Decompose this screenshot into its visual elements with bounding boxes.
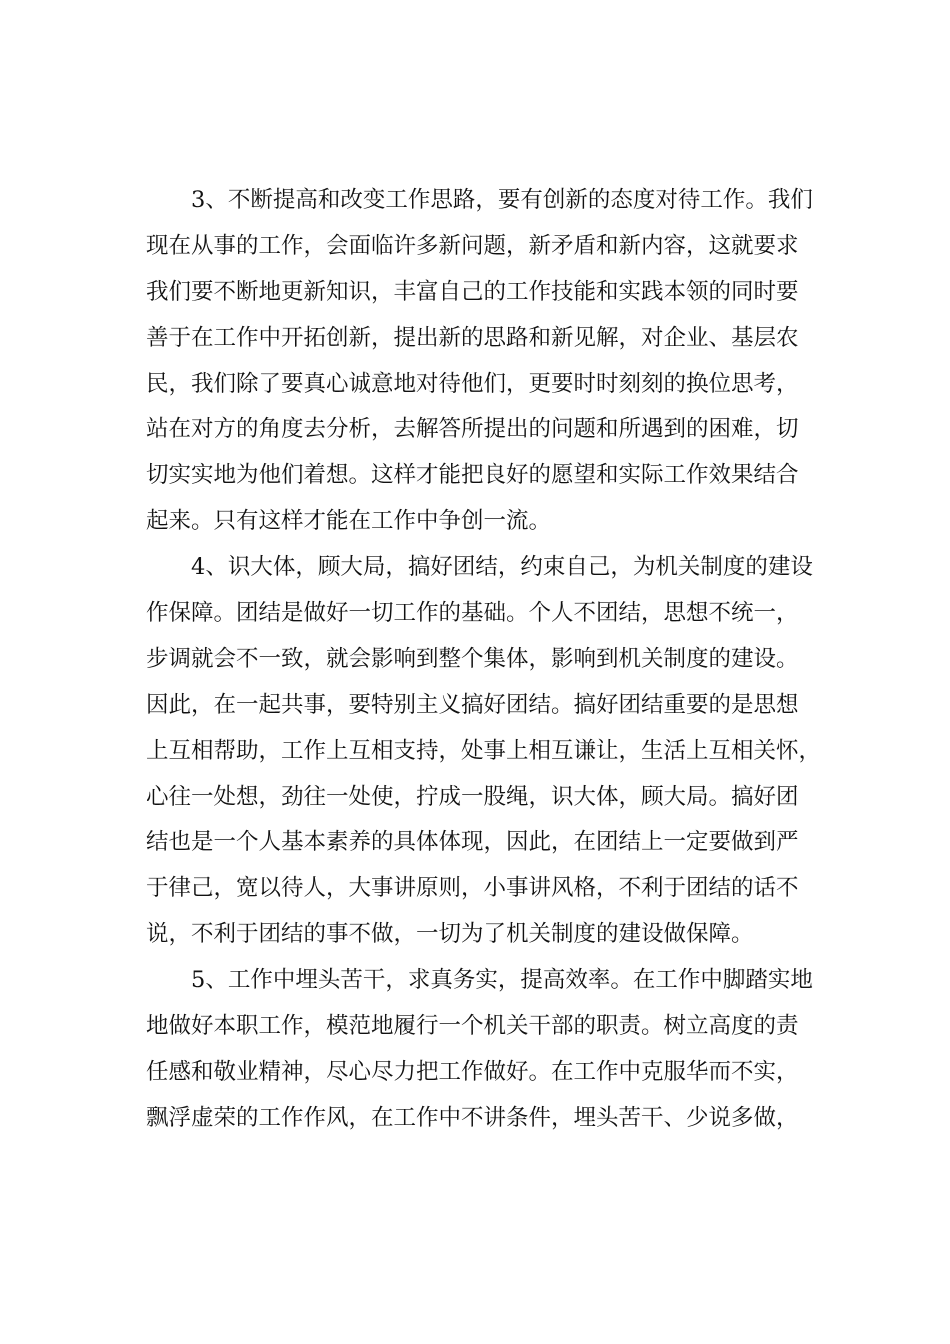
text-line: 5、工作中埋头苦干，求真务实，提高效率。在工作中脚踏实地 xyxy=(191,967,813,994)
text-line: 说，不利于团结的事不做，一切为了机关制度的建设做保障。 xyxy=(146,921,754,948)
text-line: 于律己，宽以待人，大事讲原则，小事讲风格，不利于团结的话不 xyxy=(146,875,799,902)
text-line: 现在从事的工作，会面临许多新问题，新矛盾和新内容，这就要求 xyxy=(146,232,799,259)
text-line: 任感和敬业精神，尽心尽力把工作做好。在工作中克服华而不实， xyxy=(146,1058,799,1085)
text-line: 步调就会不一致，就会影响到整个集体，影响到机关制度的建设。 xyxy=(146,645,799,672)
text-line: 我们要不断地更新知识，丰富自己的工作技能和实践本领的同时要 xyxy=(146,278,799,305)
text-line: 上互相帮助，工作上互相支持，处事上相互谦让，生活上互相关怀， xyxy=(146,737,822,764)
text-line: 心往一处想，劲往一处使，拧成一股绳，识大体，顾大局。搞好团 xyxy=(146,783,799,810)
text-line: 4、识大体，顾大局，搞好团结，约束自己，为机关制度的建设 xyxy=(191,554,813,581)
text-line: 飘浮虚荣的工作作风，在工作中不讲条件，埋头苦干、少说多做， xyxy=(146,1104,799,1131)
text-line: 地做好本职工作，模范地履行一个机关干部的职责。树立高度的责 xyxy=(146,1013,799,1040)
text-line: 切实实地为他们着想。这样才能把良好的愿望和实际工作效果结合 xyxy=(146,462,799,489)
text-line: 民，我们除了要真心诚意地对待他们，更要时时刻刻的换位思考， xyxy=(146,370,799,397)
text-line: 作保障。团结是做好一切工作的基础。个人不团结，思想不统一， xyxy=(146,600,799,627)
text-line: 善于在工作中开拓创新，提出新的思路和新见解，对企业、基层农 xyxy=(146,324,799,351)
text-line: 结也是一个人基本素养的具体体现，因此，在团结上一定要做到严 xyxy=(146,829,799,856)
text-line: 起来。只有这样才能在工作中争创一流。 xyxy=(146,508,552,535)
document-body xyxy=(146,178,822,1142)
text-line: 站在对方的角度去分析，去解答所提出的问题和所遇到的困难，切 xyxy=(146,416,799,443)
text-line: 3、不断提高和改变工作思路，要有创新的态度对待工作。我们 xyxy=(191,187,813,213)
text-line: 因此，在一起共事，要特别主义搞好团结。搞好团结重要的是思想 xyxy=(146,691,799,718)
